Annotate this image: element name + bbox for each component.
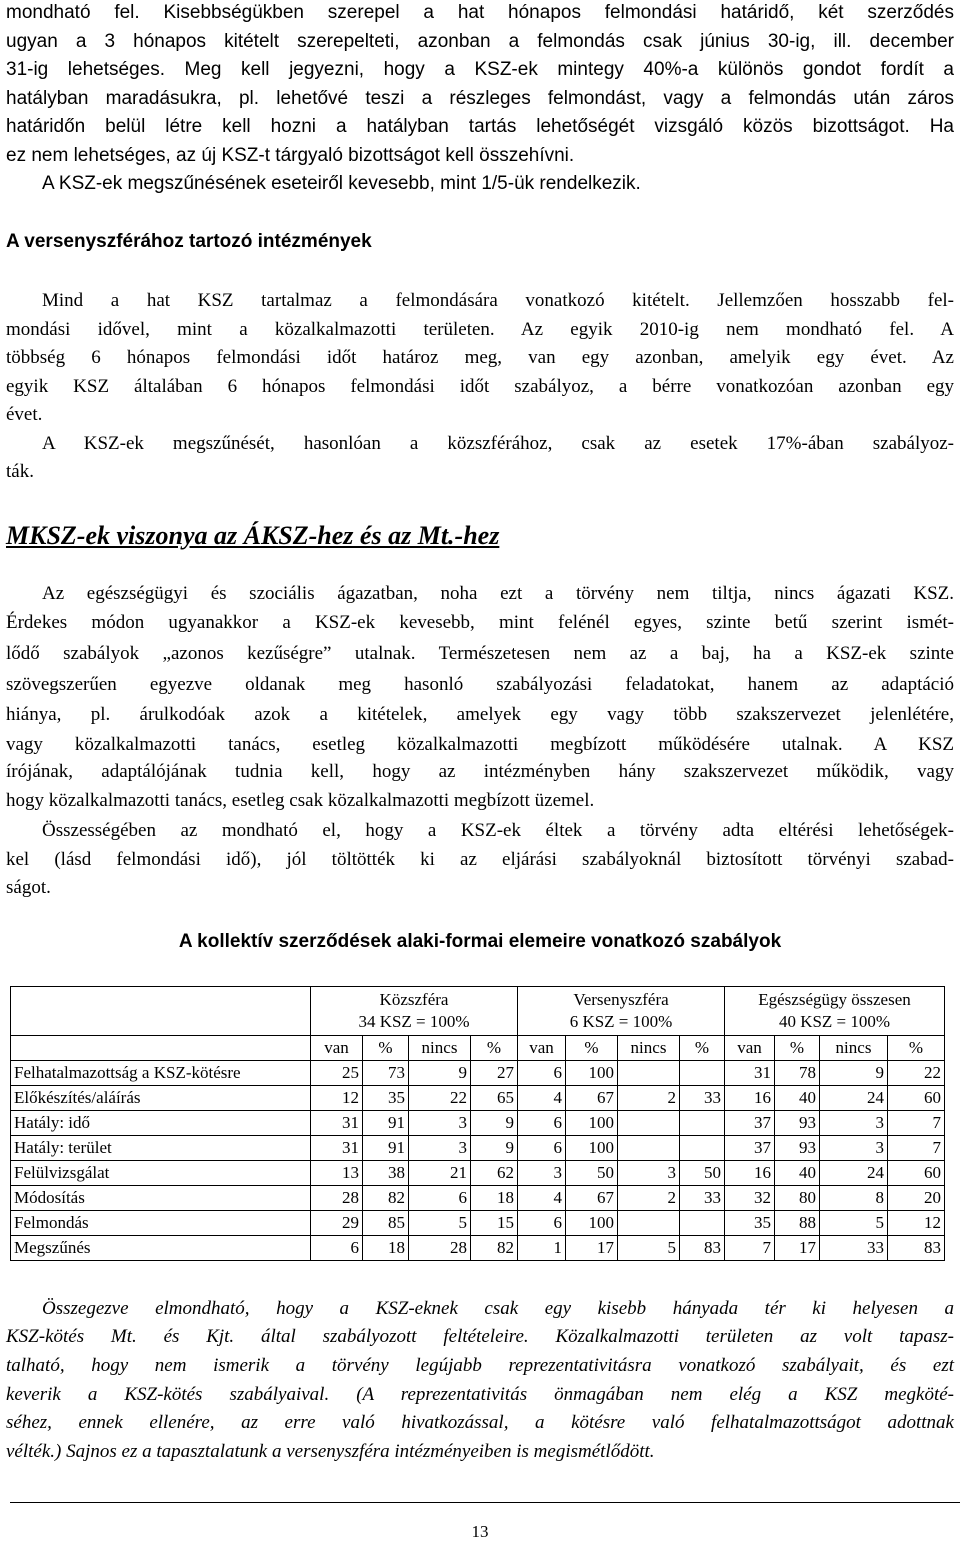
table-cell: 6	[518, 1211, 566, 1236]
table-cell	[680, 1211, 725, 1236]
table-cell: 40	[775, 1086, 820, 1111]
paragraph-line: Mind a hat KSZ tartalmaz a felmondására vonatkozó kitételt. Jellemzően hosszabb fel-	[42, 290, 954, 311]
table-cell: 28	[409, 1236, 471, 1261]
table-cell: 82	[363, 1186, 409, 1211]
table-cell: 100	[566, 1061, 618, 1086]
table-cell: 85	[363, 1211, 409, 1236]
table-cell: 33	[820, 1236, 888, 1261]
table-row	[11, 1161, 945, 1186]
group-header-versenyszfera: Versenyszféra 6 KSZ = 100%	[518, 987, 725, 1036]
table-header-cell: nincs	[820, 1036, 888, 1061]
paragraph-line: határidőn belül létre kell hozni a hatályban tartás lehetőségét vizsgáló közös bizottságot. Ha	[6, 116, 954, 137]
table-cell: 17	[775, 1236, 820, 1261]
paragraph-line: írójának, adaptálójának tudnia kell, hogy az intézményben hány szakszervezet működik, vagy	[6, 761, 954, 782]
table-cell: 83	[888, 1236, 945, 1261]
table-cell	[618, 1111, 680, 1136]
table-cell: 100	[566, 1211, 618, 1236]
table-cell: 24	[820, 1086, 888, 1111]
paragraph-line: A KSZ-ek megszűnését, hasonlóan a közszférához, csak az esetek 17%-ában szabályoz-	[42, 433, 954, 454]
table-row	[11, 1111, 945, 1136]
table-cell: 5	[409, 1211, 471, 1236]
table-header-cell: %	[775, 1036, 820, 1061]
table-cell: 20	[888, 1186, 945, 1211]
table-cell: 7	[888, 1111, 945, 1136]
table-cell: 28	[311, 1186, 363, 1211]
table-subheader-row	[11, 1036, 945, 1061]
row-label-cell: Hatály: terület	[11, 1136, 311, 1161]
table-cell: 32	[725, 1186, 775, 1211]
table-cell: 73	[363, 1061, 409, 1086]
table-cell: 60	[888, 1161, 945, 1186]
row-label-cell: Hatály: idő	[11, 1111, 311, 1136]
table-cell: 7	[725, 1236, 775, 1261]
paragraph-line: Összegezve elmondható, hogy a KSZ-eknek csak egy kisebb hányada tér ki helyesen a	[42, 1298, 954, 1319]
table-cell: 31	[311, 1136, 363, 1161]
table-cell: 16	[725, 1086, 775, 1111]
table-cell: 29	[311, 1211, 363, 1236]
table-cell	[618, 1211, 680, 1236]
table-header-cell: nincs	[409, 1036, 471, 1061]
table-title: A kollektív szerződések alaki-formai elemeire vonatkozó szabályok	[178, 931, 782, 952]
table-cell	[618, 1136, 680, 1161]
table-header-cell: %	[471, 1036, 518, 1061]
table-cell: 62	[471, 1161, 518, 1186]
table-cell: 9	[820, 1061, 888, 1086]
paragraph-line: A KSZ-ek megszűnésének eseteiről kevesebb, mint 1/5-ük rendelkezik.	[42, 173, 641, 194]
table-cell: 5	[618, 1236, 680, 1261]
table-cell: 67	[566, 1186, 618, 1211]
table-cell: 88	[775, 1211, 820, 1236]
table-cell: 13	[311, 1161, 363, 1186]
table-cell: 12	[888, 1211, 945, 1236]
table-cell: 3	[409, 1111, 471, 1136]
table-cell: 24	[820, 1161, 888, 1186]
paragraph-line: egyik KSZ általában 6 hónapos felmondási időt szabályoz, a bérre vonatkozóan azonban egy	[6, 376, 954, 397]
table-cell: 67	[566, 1086, 618, 1111]
paragraph-line: hiánya, pl. árulkodóak azok a kitételek, amelyek egy vagy több szakszervezet jelenlétére,	[6, 704, 954, 725]
paragraph-line: mondható fel. Kisebbségükben szerepel a hat hónapos felmondási határidő, két szerződés	[6, 2, 954, 23]
section-heading: A versenyszférához tartozó intézmények	[6, 231, 372, 252]
paragraph-line: hatályban maradásukra, pl. lehetővé teszi a részleges felmondást, vagy a felmondás után záros	[6, 88, 954, 109]
table-cell	[680, 1136, 725, 1161]
table-cell: 18	[471, 1186, 518, 1211]
table-cell: 6	[311, 1236, 363, 1261]
table-header-cell: %	[680, 1036, 725, 1061]
table-cell: 93	[775, 1136, 820, 1161]
table-cell: 78	[775, 1061, 820, 1086]
page-number: 13	[471, 1522, 489, 1541]
table-cell: 100	[566, 1111, 618, 1136]
paragraph-line: talható, hogy nem ismerik a törvény legújabb reprezentativitásra vonatkozó szabályait, és ezt	[6, 1355, 954, 1376]
row-label-cell: Módosítás	[11, 1186, 311, 1211]
row-label-cell: Felmondás	[11, 1211, 311, 1236]
table-header-cell: van	[518, 1036, 566, 1061]
paragraph-line: Az egészségügyi és szociális ágazatban, noha ezt a törvény nem tiltja, nincs ágazati KSZ.	[42, 583, 954, 604]
table-cell: 38	[363, 1161, 409, 1186]
paragraph-line: ságot.	[6, 877, 51, 898]
table-cell: 15	[471, 1211, 518, 1236]
table-cell: 31	[311, 1111, 363, 1136]
table-cell: 37	[725, 1111, 775, 1136]
table-cell: 6	[409, 1186, 471, 1211]
table-header-cell: %	[566, 1036, 618, 1061]
table-cell: 33	[680, 1186, 725, 1211]
table-cell: 4	[518, 1186, 566, 1211]
table-cell: 1	[518, 1236, 566, 1261]
paragraph-line: hogy közalkalmazotti tanács, esetleg csak közalkalmazotti megbízott üzemel.	[6, 790, 595, 811]
table-cell	[680, 1061, 725, 1086]
table-cell: 9	[471, 1111, 518, 1136]
table-header-cell: van	[725, 1036, 775, 1061]
table-cell: 6	[518, 1111, 566, 1136]
row-label-cell: Felülvizsgálat	[11, 1161, 311, 1186]
row-label-cell: Előkészítés/aláírás	[11, 1086, 311, 1111]
table-cell: 50	[566, 1161, 618, 1186]
table-cell: 3	[820, 1136, 888, 1161]
table-cell: 5	[820, 1211, 888, 1236]
table-cell: 3	[618, 1161, 680, 1186]
paragraph-line: Érdekes módon ugyanakkor a KSZ-ek kevesebb, mint felénél egyes, szinte betű szerint ismét-	[6, 612, 954, 633]
footer-rule	[10, 1502, 960, 1503]
table-cell: 37	[725, 1136, 775, 1161]
row-label-cell: Felhatalmazottság a KSZ-kötésre	[11, 1061, 311, 1086]
table-cell: 12	[311, 1086, 363, 1111]
paragraph-line: lődő szabályok „azonos kezűségre” utalnak. Természetesen nem az a baj, ha a KSZ-ek szinte	[6, 643, 954, 664]
table-header-cell: %	[363, 1036, 409, 1061]
table-cell: 9	[409, 1061, 471, 1086]
table-cell: 25	[311, 1061, 363, 1086]
table-cell: 65	[471, 1086, 518, 1111]
paragraph-line: vagy közalkalmazotti tanács, esetleg közalkalmazotti megbízott működésére utalnak. A KSZ	[6, 734, 954, 755]
table-header-cell: van	[311, 1036, 363, 1061]
table-cell	[680, 1111, 725, 1136]
table-cell: 83	[680, 1236, 725, 1261]
table-cell: 82	[471, 1236, 518, 1261]
table-row	[11, 1211, 945, 1236]
paragraph-line: Összességében az mondható el, hogy a KSZ-ek éltek a törvény adta eltérési lehetőségek-	[42, 820, 954, 841]
table-cell: 100	[566, 1136, 618, 1161]
table-cell: 93	[775, 1111, 820, 1136]
table-cell: 91	[363, 1136, 409, 1161]
table-cell: 22	[409, 1086, 471, 1111]
paragraph-line: ez nem lehetséges, az új KSZ-t tárgyaló bizottságot kell összehívni.	[6, 145, 575, 166]
group-header-egeszsegugy: Egészségügy összesen 40 KSZ = 100%	[725, 987, 945, 1036]
table-cell: 8	[820, 1186, 888, 1211]
table-cell: 16	[725, 1161, 775, 1186]
paragraph-line: séhez, ennek ellenére, az erre való hivatkozással, a kötésre való felhatalmazottságot adottnak	[6, 1412, 954, 1433]
table-header-cell	[11, 1036, 311, 1061]
table-row	[11, 1236, 945, 1261]
table-cell: 31	[725, 1061, 775, 1086]
paragraph-line: keverik a KSZ-kötés szabályaival. (A reprezentativitás önmagában nem elég a KSZ megköté-	[6, 1384, 954, 1405]
table-cell: 91	[363, 1111, 409, 1136]
paragraph-line: szövegszerűen egyezve oldanak meg hasonló szabályozási feladatokat, hanem az adaptáció	[6, 674, 954, 695]
rules-table	[10, 986, 945, 1261]
table-cell: 7	[888, 1136, 945, 1161]
table-cell: 80	[775, 1186, 820, 1211]
table-cell: 22	[888, 1061, 945, 1086]
table-cell: 9	[471, 1136, 518, 1161]
paragraph-line: KSZ-kötés Mt. és Kjt. által szabályozott feltételeire. Közalkalmazotti területen az volt tapasz-	[6, 1326, 954, 1347]
table-cell: 33	[680, 1086, 725, 1111]
row-label-cell: Megszűnés	[11, 1236, 311, 1261]
table-header-row	[11, 987, 945, 1036]
paragraph-line: 31-ig lehetséges. Meg kell jegyezni, hogy a KSZ-ek mintegy 40%-a különös gondot fordít a	[6, 59, 954, 80]
table-row	[11, 1136, 945, 1161]
table-cell: 3	[409, 1136, 471, 1161]
paragraph-line: mondási idővel, mint a közalkalmazotti területen. Az egyik 2010-ig nem mondható fel. A	[6, 319, 954, 340]
table-row	[11, 1086, 945, 1111]
paragraph-line: kel (lásd felmondási idő), jól töltötték ki az eljárási szabályoknál biztosított törvényi szabad-	[6, 849, 954, 870]
group-header-kozszfera: Közszféra 34 KSZ = 100%	[311, 987, 518, 1036]
table-cell	[618, 1061, 680, 1086]
table-cell: 2	[618, 1086, 680, 1111]
table-cell: 27	[471, 1061, 518, 1086]
chapter-heading: MKSZ-ek viszonya az ÁKSZ-hez és az Mt.-hez	[6, 521, 500, 550]
paragraph-line: vélték.) Sajnos ez a tapasztalatunk a versenyszféra intézményeiben is megismétlődött.	[6, 1441, 655, 1462]
table-cell: 6	[518, 1061, 566, 1086]
table-cell: 35	[725, 1211, 775, 1236]
table-corner-cell	[11, 987, 311, 1036]
table-cell: 18	[363, 1236, 409, 1261]
table-cell: 50	[680, 1161, 725, 1186]
table-cell: 4	[518, 1086, 566, 1111]
table-cell: 35	[363, 1086, 409, 1111]
table-header-cell: nincs	[618, 1036, 680, 1061]
table-cell: 2	[618, 1186, 680, 1211]
table-row	[11, 1186, 945, 1211]
table-header-cell: %	[888, 1036, 945, 1061]
table-cell: 3	[518, 1161, 566, 1186]
paragraph-line: ugyan a 3 hónapos kitételt szerepelteti, azonban a felmondás csak június 30-ig, ill. december	[6, 31, 954, 52]
paragraph-line: évet.	[6, 404, 43, 425]
paragraph-line: többség 6 hónapos felmondási időt határoz meg, van egy azonban, amelyik egy évet. Az	[6, 347, 954, 368]
table-body	[11, 1061, 945, 1261]
paragraph-line: ták.	[6, 461, 34, 482]
table-cell: 17	[566, 1236, 618, 1261]
table-cell: 6	[518, 1136, 566, 1161]
table-cell: 60	[888, 1086, 945, 1111]
table-cell: 3	[820, 1111, 888, 1136]
table-cell: 21	[409, 1161, 471, 1186]
table-row	[11, 1061, 945, 1086]
table-cell: 40	[775, 1161, 820, 1186]
